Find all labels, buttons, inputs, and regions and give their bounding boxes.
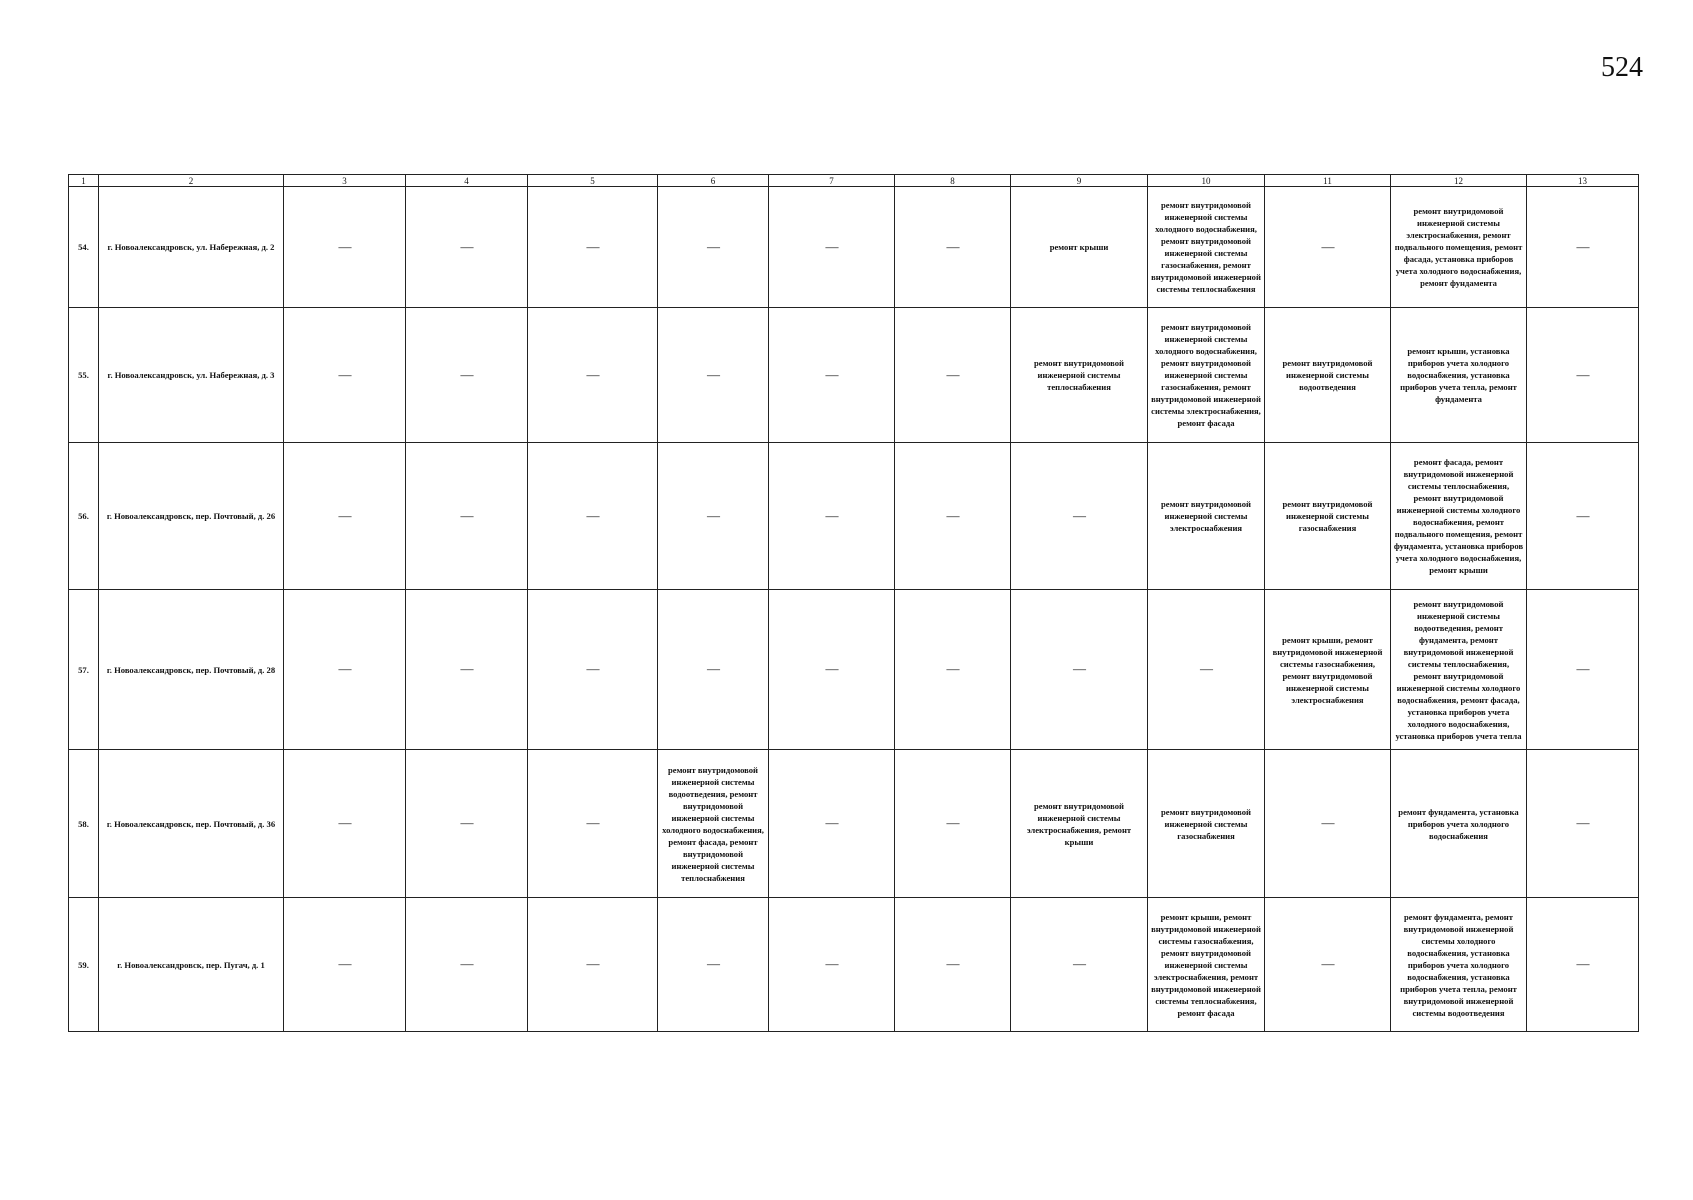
work-description-cell: ремонт крыши, ремонт внутридомовой инженерной системы газоснабжения, ремонт внутридомовой инженерной системы электроснабжения, ремонт внутридомовой инженерной системы теплоснабжения, ремонт фасада — [1148, 898, 1265, 1032]
dash-mark: — — [338, 366, 351, 382]
work-description-cell: ремонт фундамента, установка приборов учета холодного водоснабжения — [1391, 750, 1527, 898]
dash-mark: — — [338, 238, 351, 254]
dash-mark: — — [460, 507, 473, 523]
work-description-cell: ремонт внутридомовой инженерной системы газоснабжения — [1148, 750, 1265, 898]
dash-mark: — — [460, 956, 473, 971]
dash-mark: — — [586, 238, 599, 254]
dash-mark: — — [586, 661, 599, 676]
header-cell: 12 — [1391, 175, 1527, 187]
header-cell: 6 — [658, 175, 769, 187]
empty-cell — [1011, 443, 1148, 590]
work-description-cell: ремонт крыши, ремонт внутридомовой инженерной системы газоснабжения, ремонт внутридомовой инженерной системы электроснабжения — [1265, 590, 1391, 750]
dash-mark: — — [1576, 238, 1589, 254]
dash-mark: — — [1576, 366, 1589, 382]
dash-mark: — — [707, 366, 719, 382]
empty-cell — [1148, 590, 1265, 750]
empty-cell — [284, 308, 406, 443]
row-number: 56. — [69, 443, 99, 590]
empty-cell — [1527, 308, 1639, 443]
dash-mark: — — [825, 956, 838, 971]
empty-cell — [1527, 187, 1639, 308]
dash-mark: — — [338, 956, 351, 971]
work-description-cell: ремонт фасада, ремонт внутридомовой инженерной системы теплоснабжения, ремонт внутридомовой инженерной системы холодного водоснабжения, ремонт подвального помещения, ремонт фундамента, установка приборов учета холодного водоснабжения, ремонт крыши — [1391, 443, 1527, 590]
dash-mark: — — [946, 238, 959, 254]
dash-mark: — — [460, 815, 473, 830]
work-description-cell: ремонт внутридомовой инженерной системы теплоснабжения — [1011, 308, 1148, 443]
empty-cell — [658, 898, 769, 1032]
work-description-cell: ремонт внутридомовой инженерной системы холодного водоснабжения, ремонт внутридомовой инженерной системы газоснабжения, ремонт внутридомовой инженерной системы электроснабжения, ремонт фасада — [1148, 308, 1265, 443]
dash-mark: — — [946, 507, 959, 523]
empty-cell — [1011, 590, 1148, 750]
address-cell: г. Новоалександровск, пер. Почтовый, д. 28 — [99, 590, 284, 750]
dash-mark: — — [707, 956, 719, 971]
empty-cell — [895, 590, 1011, 750]
table-row — [69, 898, 1639, 1032]
header-row — [69, 175, 1639, 187]
table-row — [69, 750, 1639, 898]
header-cell: 9 — [1011, 175, 1148, 187]
dash-mark: — — [1073, 956, 1085, 971]
header-cell: 7 — [769, 175, 895, 187]
work-description-cell: ремонт крыши — [1011, 187, 1148, 308]
row-number: 55. — [69, 308, 99, 443]
empty-cell — [1527, 590, 1639, 750]
empty-cell — [528, 750, 658, 898]
empty-cell — [284, 443, 406, 590]
empty-cell — [406, 750, 528, 898]
empty-cell — [1011, 898, 1148, 1032]
empty-cell — [284, 750, 406, 898]
dash-mark: — — [338, 507, 351, 523]
empty-cell — [284, 590, 406, 750]
header-cell: 10 — [1148, 175, 1265, 187]
header-cell: 5 — [528, 175, 658, 187]
row-number: 57. — [69, 590, 99, 750]
empty-cell — [406, 898, 528, 1032]
dash-mark: — — [946, 956, 959, 971]
empty-cell — [769, 443, 895, 590]
dash-mark: — — [460, 661, 473, 676]
dash-mark: — — [1321, 956, 1334, 971]
empty-cell — [769, 898, 895, 1032]
page-number: 524 — [1601, 52, 1643, 83]
empty-cell — [528, 187, 658, 308]
dash-mark: — — [460, 366, 473, 382]
address-cell: г. Новоалександровск, ул. Набережная, д. 3 — [99, 308, 284, 443]
address-cell: г. Новоалександровск, пер. Пугач, д. 1 — [99, 898, 284, 1032]
empty-cell — [528, 308, 658, 443]
empty-cell — [406, 187, 528, 308]
row-number: 54. — [69, 187, 99, 308]
header-cell: 2 — [99, 175, 284, 187]
dash-mark: — — [460, 238, 473, 254]
work-description-cell: ремонт фундамента, ремонт внутридомовой инженерной системы холодного водоснабжения, установка приборов учета холодного водоснабжения, установка приборов учета тепла, ремонт внутридомовой инженерной системы водоотведения — [1391, 898, 1527, 1032]
dash-mark: — — [1576, 956, 1589, 971]
dash-mark: — — [338, 815, 351, 830]
dash-mark: — — [1073, 661, 1085, 676]
empty-cell — [1265, 898, 1391, 1032]
header-cell: 4 — [406, 175, 528, 187]
empty-cell — [1527, 443, 1639, 590]
dash-mark: — — [946, 661, 959, 676]
dash-mark: — — [338, 661, 351, 676]
header-cell: 11 — [1265, 175, 1391, 187]
empty-cell — [658, 590, 769, 750]
empty-cell — [769, 308, 895, 443]
work-description-cell: ремонт внутридомовой инженерной системы водоотведения — [1265, 308, 1391, 443]
dash-mark: — — [825, 507, 838, 523]
work-description-cell: ремонт внутридомовой инженерной системы водоотведения, ремонт фундамента, ремонт внутридомовой инженерной системы теплоснабжения, ремонт внутридомовой инженерной системы холодного водоснабжения, ремонт фасада, установка приборов учета холодного водоснабжения, установка приборов учета тепла — [1391, 590, 1527, 750]
dash-mark: — — [825, 815, 838, 830]
header-cell: 8 — [895, 175, 1011, 187]
dash-mark: — — [1321, 238, 1334, 254]
work-description-cell: ремонт внутридомовой инженерной системы холодного водоснабжения, ремонт внутридомовой инженерной системы газоснабжения, ремонт внутридомовой инженерной системы теплоснабжения — [1148, 187, 1265, 308]
empty-cell — [895, 443, 1011, 590]
repair-schedule-table — [68, 174, 1639, 1032]
empty-cell — [895, 308, 1011, 443]
empty-cell — [406, 443, 528, 590]
empty-cell — [1265, 187, 1391, 308]
empty-cell — [769, 750, 895, 898]
empty-cell — [528, 443, 658, 590]
table-row — [69, 308, 1639, 443]
dash-mark: — — [1321, 815, 1334, 830]
header-cell: 3 — [284, 175, 406, 187]
header-cell: 13 — [1527, 175, 1639, 187]
empty-cell — [1527, 750, 1639, 898]
work-description-cell: ремонт внутридомовой инженерной системы электроснабжения, ремонт подвального помещения, ремонт фасада, установка приборов учета холодного водоснабжения, ремонт фундамента — [1391, 187, 1527, 308]
empty-cell — [1265, 750, 1391, 898]
empty-cell — [769, 590, 895, 750]
empty-cell — [528, 590, 658, 750]
work-description-cell: ремонт внутридомовой инженерной системы электроснабжения — [1148, 443, 1265, 590]
work-description-cell: ремонт внутридомовой инженерной системы электроснабжения, ремонт крыши — [1011, 750, 1148, 898]
work-description-cell: ремонт крыши, установка приборов учета холодного водоснабжения, установка приборов учета тепла, ремонт фундамента — [1391, 308, 1527, 443]
dash-mark: — — [1576, 815, 1589, 830]
dash-mark: — — [586, 815, 599, 830]
dash-mark: — — [946, 815, 959, 830]
header-cell: 1 — [69, 175, 99, 187]
dash-mark: — — [586, 507, 599, 523]
dash-mark: — — [946, 366, 959, 382]
row-number: 58. — [69, 750, 99, 898]
dash-mark: — — [707, 661, 719, 676]
address-cell: г. Новоалександровск, пер. Почтовый, д. 26 — [99, 443, 284, 590]
empty-cell — [895, 750, 1011, 898]
empty-cell — [895, 187, 1011, 308]
dash-mark: — — [825, 238, 838, 254]
empty-cell — [406, 308, 528, 443]
empty-cell — [1527, 898, 1639, 1032]
address-cell: г. Новоалександровск, пер. Почтовый, д. 36 — [99, 750, 284, 898]
empty-cell — [769, 187, 895, 308]
empty-cell — [406, 590, 528, 750]
empty-cell — [528, 898, 658, 1032]
table-row — [69, 443, 1639, 590]
address-cell: г. Новоалександровск, ул. Набережная, д. 2 — [99, 187, 284, 308]
dash-mark: — — [586, 366, 599, 382]
dash-mark: — — [586, 956, 599, 971]
dash-mark: — — [825, 366, 838, 382]
empty-cell — [658, 443, 769, 590]
empty-cell — [658, 187, 769, 308]
empty-cell — [658, 308, 769, 443]
dash-mark: — — [707, 238, 719, 254]
dash-mark: — — [1576, 661, 1589, 676]
empty-cell — [284, 898, 406, 1032]
empty-cell — [284, 187, 406, 308]
dash-mark: — — [1073, 507, 1085, 523]
empty-cell — [895, 898, 1011, 1032]
table-row — [69, 590, 1639, 750]
dash-mark: — — [825, 661, 838, 676]
dash-mark: — — [1200, 661, 1212, 676]
table-row — [69, 187, 1639, 308]
dash-mark: — — [1576, 507, 1589, 523]
work-description-cell: ремонт внутридомовой инженерной системы водоотведения, ремонт внутридомовой инженерной системы холодного водоснабжения, ремонт фасада, ремонт внутридомовой инженерной системы теплоснабжения — [658, 750, 769, 898]
dash-mark: — — [707, 507, 719, 523]
work-description-cell: ремонт внутридомовой инженерной системы газоснабжения — [1265, 443, 1391, 590]
row-number: 59. — [69, 898, 99, 1032]
